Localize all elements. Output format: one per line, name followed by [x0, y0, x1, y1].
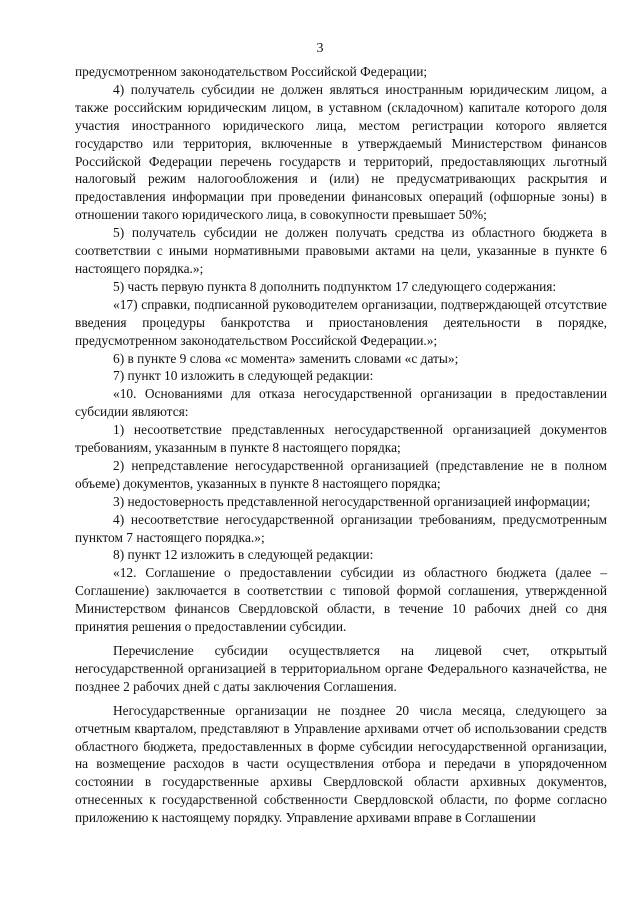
paragraph: «17) справки, подписанной руководителем организации, подтверждающей отсутствие введения процедуры банкротства и приостановления деятельности в порядке, предусмотренном законодательством Российской Федерации.»;: [75, 296, 607, 348]
paragraph: 5) получатель субсидии не должен получать средства из областного бюджета в соответствии с иными нормативными правовыми актами на цели, указанные в пункте 6 настоящего порядка.»;: [75, 225, 607, 276]
paragraph: предусмотренном законодательством Российской Федерации;: [75, 64, 428, 79]
paragraph: «10. Основаниями для отказа негосударственной организации в предоставлении субсидии являются:: [75, 386, 607, 420]
paragraph: «12. Соглашение о предоставлении субсидии из областного бюджета (далее – Соглашение) заключается в соответствии с типовой формой соглашения, утвержденной Министерством финансов Свердловской области, в течение 10 рабочих дней со дня принятия решения о предоставлении субсидии.: [75, 565, 607, 635]
paragraph: 4) несоответствие негосударственной организации требованиям, предусмотренным пунктом 7 настоящего порядка.»;: [75, 511, 607, 545]
paragraph: 7) пункт 10 изложить в следующей редакции:: [113, 368, 374, 384]
paragraph: 8) пункт 12 изложить в следующей редакции:: [113, 547, 374, 563]
page-number: 3: [316, 41, 324, 56]
paragraph: 4) получатель субсидии не должен являться иностранным юридическим лицом, а также российским юридическим лицом, в уставном (складочном) капитале которого доля участия иностранного юридического лица, местом регистрации которого является государство или территория, включенные в утверждаемый Министерством финансов Российской Федерации перечень государств и территорий, предоставляющих льготный налоговый режим налогообложения и (или) не предусматривающих раскрытия и предоставления информации при проведении финансовых операций (офшорные зоны) в отношении такого юридического лица, в совокупности превышает 50%;: [75, 81, 607, 223]
paragraph: 5) часть первую пункта 8 дополнить подпунктом 17 следующего содержания:: [113, 278, 557, 294]
paragraph: Негосударственные организации не позднее 20 числа месяца, следующего за отчетным кварталом, представляют в Управление архивами отчет об использовании средств областного бюджета, предоставленных в форме субсидии негосударственной организации, на возмещение расходов в части осуществления отбора и передачи в упорядоченном состоянии в государственные архивы Свердловской области архивных документов, отнесенных к государственной собственности Свердловской области, по форме согласно приложению к настоящему порядку. Управление архивами вправе в Соглашении: [75, 702, 607, 826]
document-body: [75, 63, 607, 827]
paragraph: 6) в пункте 9 слова «с момента» заменить словами «с даты»;: [113, 350, 459, 366]
paragraph: 1) несоответствие представленных негосударственной организацией документов требованиям, указанным в пункте 8 настоящего порядка;: [75, 422, 607, 456]
paragraph: 2) непредставление негосударственной организацией (представление не в полном объеме) документов, указанных в пункте 8 настоящего порядка;: [75, 457, 607, 491]
paragraph: 3) недостоверность представленной негосударственной организацией информации;: [113, 493, 591, 509]
paragraph: Перечисление субсидии осуществляется на лицевой счет, открытый негосударственной организацией в территориальном органе Федерального казначейства, не позднее 2 рабочих дней с даты заключения Соглашения.: [75, 643, 607, 694]
